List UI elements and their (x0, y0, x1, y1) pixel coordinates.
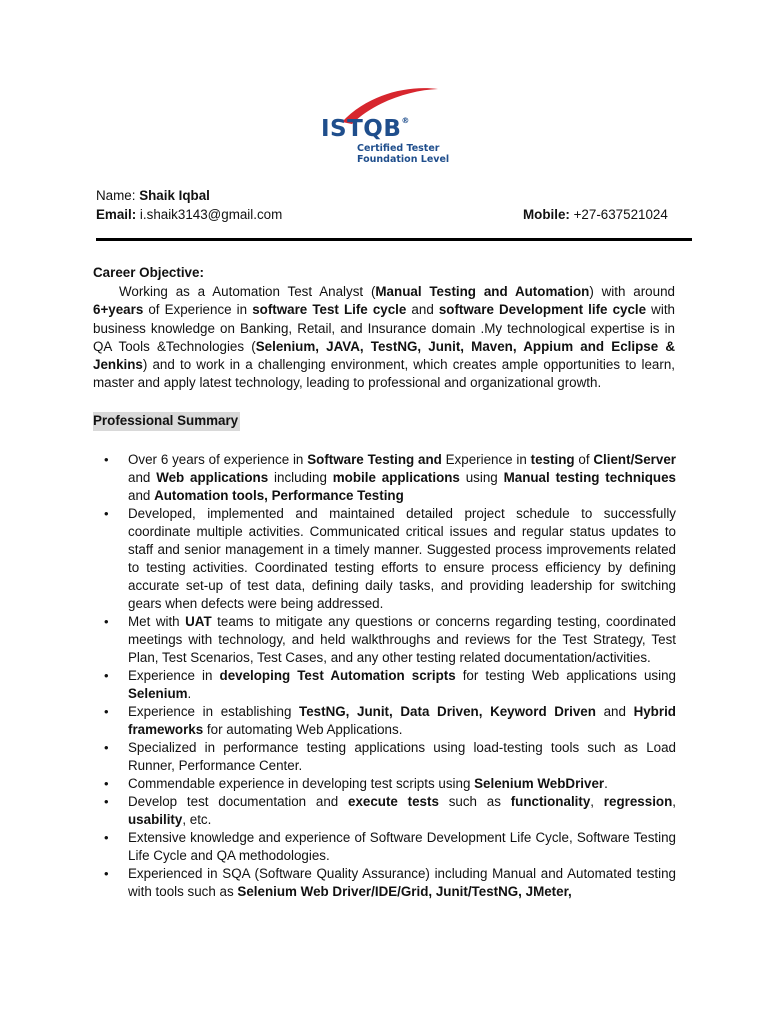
logo-line-1: Certified Tester (357, 143, 440, 154)
summary-item: • Over 6 years of experience in Software Testing and Experience in testing of Client/Server and Web applications including mobile applications using Manual testing techniques and Automation tools, Performance Testing (101, 451, 676, 505)
summary-item: • Extensive knowledge and experience of Software Development Life Cycle, Software Testing Life Cycle and QA methodologies. (101, 829, 676, 865)
summary-item: • Specialized in performance testing applications using load-testing tools such as Load Runner, Performance Center. (101, 739, 676, 775)
email-address: i.shaik3143@gmail.com (139, 207, 283, 222)
summary-item: • Experience in developing Test Automation scripts for testing Web applications using Selenium. (101, 667, 676, 703)
candidate-name: Shaik Iqbal (139, 188, 210, 203)
header-divider (96, 238, 692, 241)
summary-item: • Experienced in SQA (Software Quality Assurance) including Manual and Automated testing with tools such as Selenium Web Driver/IDE/Grid, Junit/TestNG, JMeter, (101, 865, 676, 901)
summary-item: • Met with UAT teams to mitigate any questions or concerns regarding testing, coordinated meetings with technology, and held walkthroughs and reviews for the Test Strategy, Test Plan, Test Scenarios, Test Cases, and any other testing related documentation/activities. (101, 613, 676, 667)
summary-item: • Develop test documentation and execute tests such as functionality, regression, usability, etc. (101, 793, 676, 829)
name-line (96, 188, 210, 203)
email-label: Email: (96, 207, 137, 222)
professional-summary-heading: Professional Summary (93, 412, 240, 431)
name-label: Name: (96, 188, 136, 203)
logo-wordmark: ISTQB® (321, 116, 410, 142)
summary-item: • Developed, implemented and maintained detailed project schedule to successfully coordinate multiple activities. Communicated critical issues and regular status updates to staff and senior management in a timely manner. Suggested process improvements related to testing activities. Coordinated testing efforts to ensure process efficiency by defining accurate set-up of test data, defining daily tasks, and providing leadership for switching gears when defects were being addressed. (101, 505, 676, 613)
summary-item: • Commendable experience in developing test scripts using Selenium WebDriver. (101, 775, 676, 793)
career-objective-heading: Career Objective: (93, 265, 204, 280)
professional-summary-list (101, 451, 676, 901)
logo-line-2: Foundation Level (357, 154, 450, 165)
istqb-logo (318, 86, 450, 170)
summary-item: • Experience in establishing TestNG, Junit, Data Driven, Keyword Driven and Hybrid frameworks for automating Web Applications. (101, 703, 676, 739)
career-objective-text: Working as a Automation Test Analyst (Manual Testing and Automation) with around 6+years of Experience in software Test Life cycle and software Development life cycle with business knowledge on Banking, Retail, and Insurance domain .My technological expertise is in QA Tools &Technologies (Selenium, JAVA, TestNG, Junit, Maven, Appium and Eclipse & Jenkins) and to work in a challenging environment, which creates ample opportunities to learn, master and apply latest technology, leading to professional and organizational growth. (93, 284, 675, 391)
mobile-label: Mobile: (523, 207, 570, 222)
email-line (96, 207, 282, 222)
mobile-number: +27-637521024 (573, 207, 668, 222)
mobile-line (523, 207, 668, 222)
